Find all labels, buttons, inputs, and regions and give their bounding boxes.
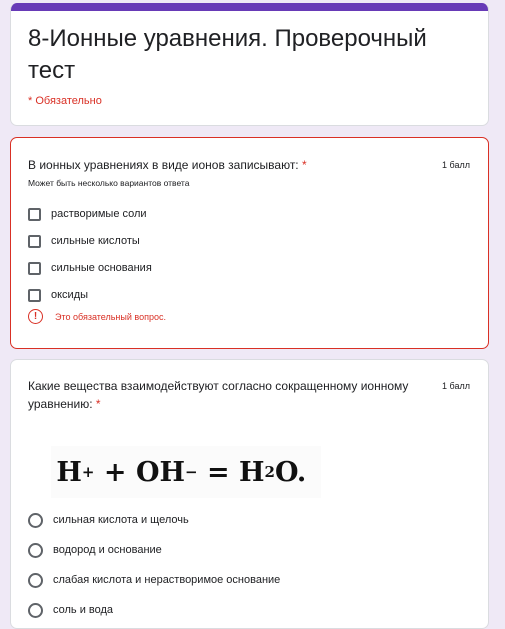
required-star: * (95, 397, 101, 411)
question-title (28, 377, 438, 413)
required-note: * Обязательно (28, 95, 102, 107)
radio-button[interactable] (28, 513, 43, 528)
checkbox-option[interactable] (28, 205, 147, 223)
exclamation-circle-icon: ! (28, 309, 43, 324)
question-text: В ионных уравнениях в виде ионов записывают: (28, 158, 299, 172)
radio-option[interactable] (28, 571, 280, 589)
question-points: 1 балл (442, 381, 470, 391)
option-label: сильные основания (51, 262, 152, 274)
checkbox-option[interactable] (28, 286, 88, 304)
checkbox[interactable] (28, 289, 41, 302)
validation-error (28, 309, 166, 324)
form-title: 8-Ионные уравнения. Проверочный тест (28, 25, 427, 84)
checkbox[interactable] (28, 262, 41, 275)
checkbox-option[interactable] (28, 259, 152, 277)
question-text: Какие вещества взаимодействуют согласно сокращенному ионному уравнению: (28, 379, 409, 411)
option-label: сильная кислота и щелочь (53, 514, 189, 526)
equation-image: H + + OH − = H 2 O. (51, 446, 321, 498)
question-card-2 (10, 359, 489, 629)
option-label: сильные кислоты (51, 235, 140, 247)
required-star: * (302, 158, 307, 172)
checkbox[interactable] (28, 235, 41, 248)
header-accent-bar (11, 3, 488, 11)
question-hint: Может быть несколько вариантов ответа (28, 178, 190, 188)
form-header-card (10, 3, 489, 126)
radio-button[interactable] (28, 603, 43, 618)
radio-option[interactable] (28, 541, 162, 559)
option-label: соль и вода (53, 604, 114, 616)
option-label: растворимые соли (51, 208, 147, 220)
option-label: слабая кислота и нерастворимое основание (53, 574, 281, 586)
checkbox[interactable] (28, 208, 41, 221)
radio-button[interactable] (28, 543, 43, 558)
question-title (28, 156, 307, 174)
question-points: 1 балл (442, 160, 470, 170)
radio-option[interactable] (28, 511, 189, 529)
radio-option[interactable] (28, 601, 113, 619)
question-card-1 (10, 137, 489, 349)
checkbox-option[interactable] (28, 232, 140, 250)
radio-button[interactable] (28, 573, 43, 588)
error-text: Это обязательный вопрос. (55, 311, 166, 322)
option-label: оксиды (51, 289, 89, 301)
option-label: водород и основание (53, 544, 162, 556)
